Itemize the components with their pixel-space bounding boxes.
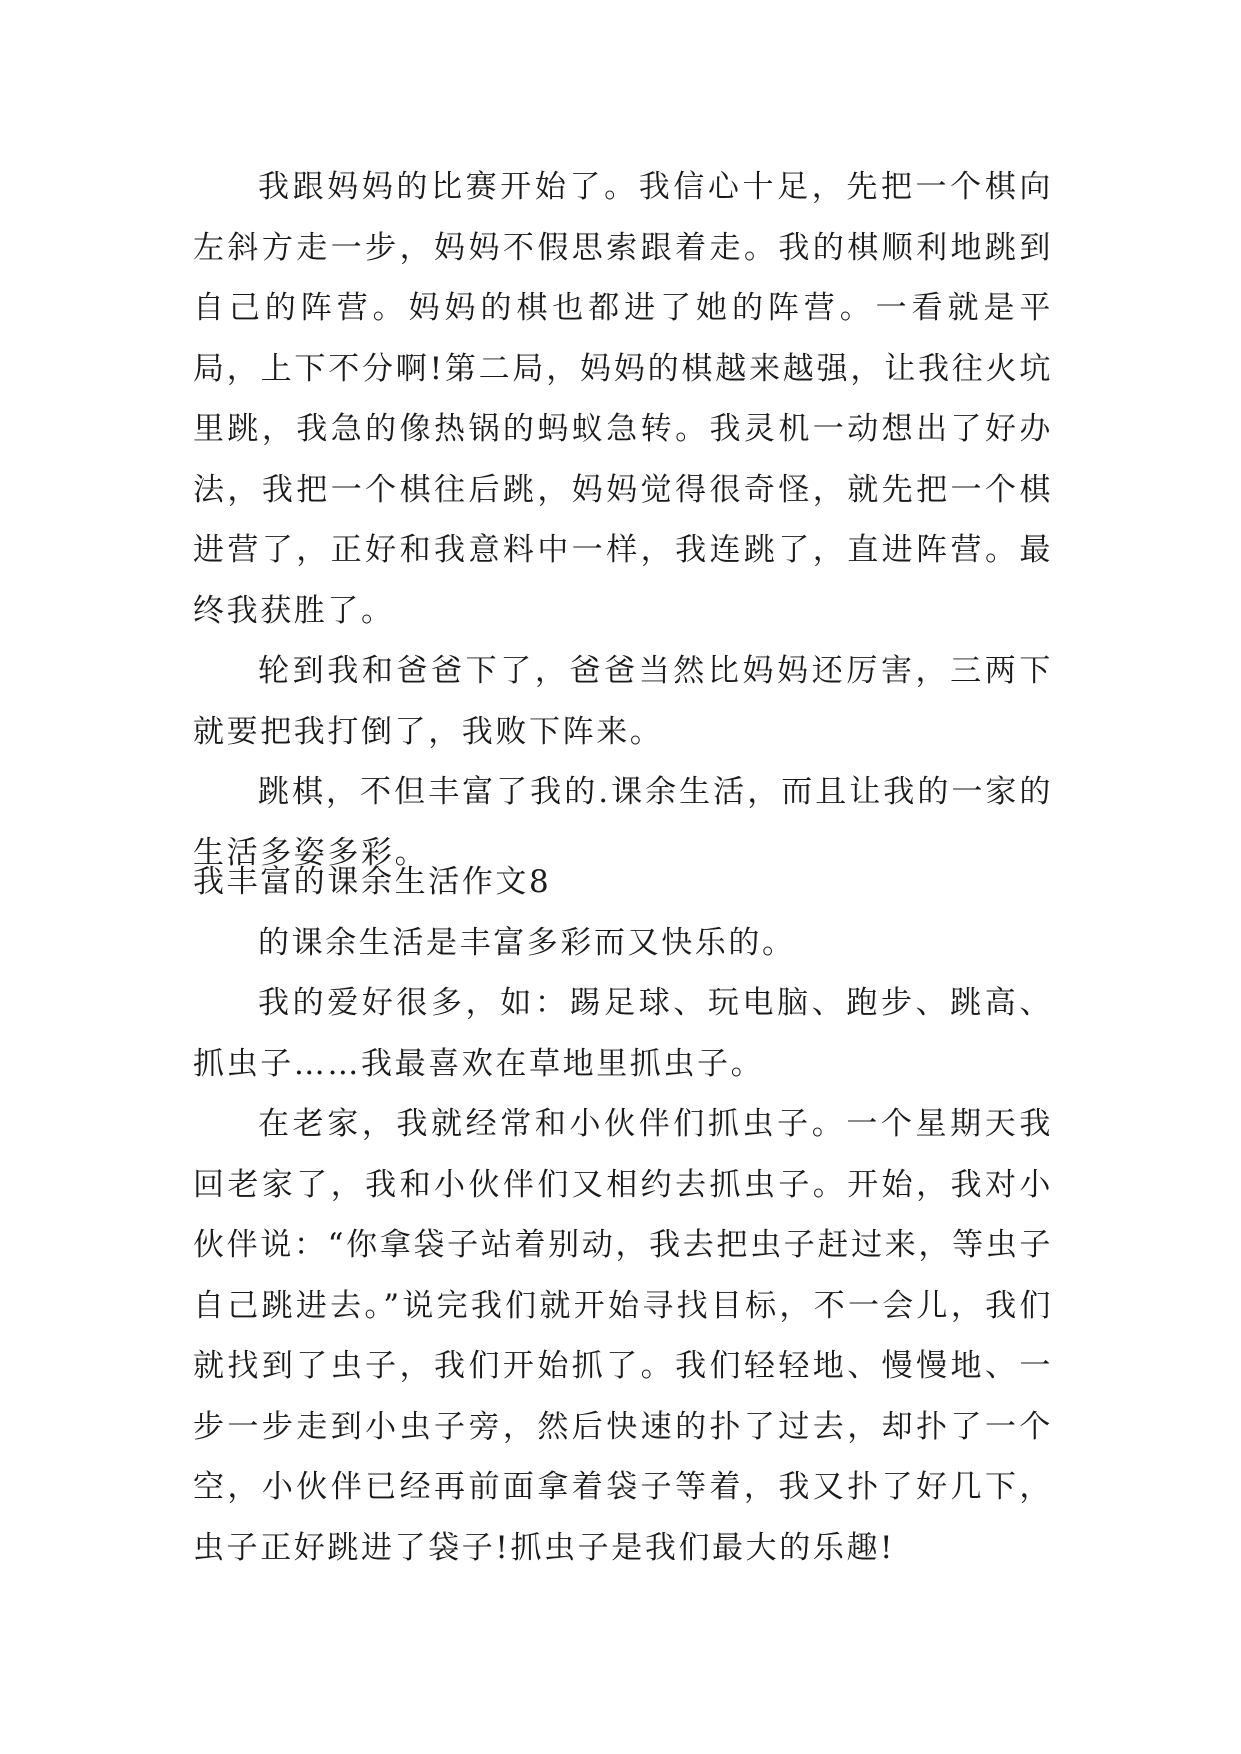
essay-title: 我丰富的课余生活作文8 <box>193 864 552 900</box>
paragraph-hobbies: 我的爱好很多，如：踢足球、玩电脑、跑步、跳高、抓虫子……我最喜欢在草地里抓虫子。 <box>193 985 1053 1082</box>
paragraph-intro: 的课余生活是丰富多彩而又快乐的。 <box>258 924 796 961</box>
essay-section-1 <box>193 157 1053 883</box>
paragraph-chess-conclusion: 跳棋，不但丰富了我的.课余生活，而且让我的一家的生活多姿多彩。 <box>193 774 1053 871</box>
paragraph-catching-bugs: 在老家，我就经常和小伙伴们抓虫子。一个星期天我回老家了，我和小伙伴们又相约去抓虫子。开始，我对小伙伴说：“你拿袋子站着别动，我去把虫子赶过来，等虫子自己跳进去。”说完我们就开始寻找目标，不一会儿，我们就找到了虫子，我们开始抓了。我们轻轻地、慢慢地、一步一步走到小虫子旁，然后快速的扑了过去，却扑了一个空，小伙伴已经再前面拿着袋子等着，我又扑了好几下，虫子正好跳进了袋子!抓虫子是我们最大的乐趣! <box>193 1106 1053 1566</box>
essay-section-2 <box>193 852 1053 1578</box>
paragraph-dad-match: 轮到我和爸爸下了，爸爸当然比妈妈还厉害，三两下就要把我打倒了，我败下阵来。 <box>193 653 1053 750</box>
paragraph-chess-match: 我跟妈妈的比赛开始了。我信心十足，先把一个棋向左斜方走一步，妈妈不假思索跟着走。我的棋顺利地跳到自己的阵营。妈妈的棋也都进了她的阵营。一看就是平局，上下不分啊!第二局，妈妈的棋越来越强，让我往火坑里跳，我急的像热锅的蚂蚁急转。我灵机一动想出了好办法，我把一个棋往后跳，妈妈觉得很奇怪，就先把一个棋进营了，正好和我意料中一样，我连跳了，直进阵营。最终我获胜了。 <box>193 169 1053 629</box>
